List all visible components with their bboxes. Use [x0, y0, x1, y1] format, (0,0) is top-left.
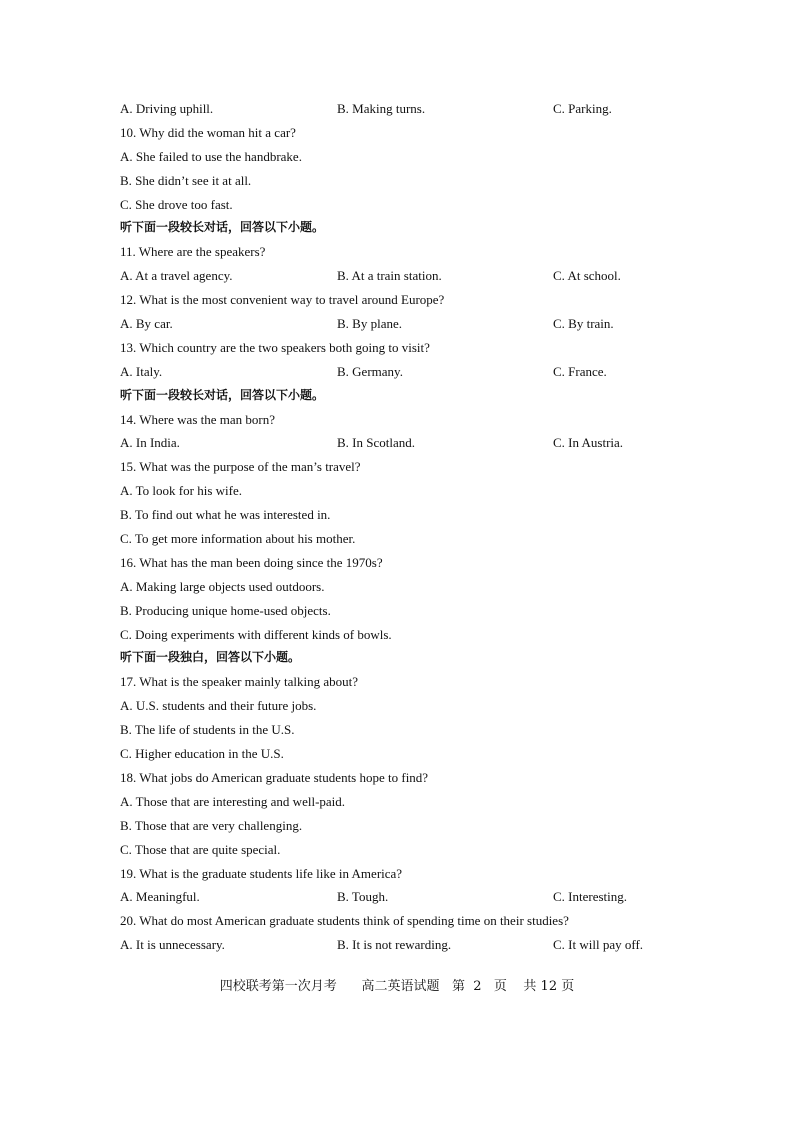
- option-b: B. In Scotland.: [337, 435, 415, 451]
- option-a: A. Italy.: [120, 363, 163, 379]
- answer-options-row: [120, 431, 680, 455]
- text-line: 10. Why did the woman hit a car?: [120, 124, 296, 140]
- option-a: A. In India.: [120, 435, 180, 451]
- text-line: C. Those that are quite special.: [120, 841, 281, 857]
- exam-page-content: [120, 97, 680, 957]
- option-c: C. By train.: [553, 316, 614, 332]
- option-c: C. At school.: [553, 268, 621, 284]
- text-line: 20. What do most American graduate students think of spending time on their studies?: [120, 913, 569, 929]
- option-b: B. Germany.: [337, 363, 403, 379]
- answer-options-row: [120, 264, 680, 288]
- option-b: B. By plane.: [337, 316, 402, 332]
- option-a: A. Driving uphill.: [120, 101, 214, 116]
- answer-options-row: [120, 933, 680, 957]
- text-line: C. Higher education in the U.S.: [120, 746, 284, 762]
- text-line: B. The life of students in the U.S.: [120, 722, 295, 738]
- text-line: 11. Where are the speakers?: [120, 244, 266, 260]
- option-a: A. By car.: [120, 316, 173, 332]
- option-b: B. It is not rewarding.: [337, 937, 452, 953]
- text-line: C. Doing experiments with different kinds of bowls.: [120, 626, 392, 642]
- text-line: 16. What has the man been doing since the 1970s?: [120, 554, 383, 570]
- text-line: 17. What is the speaker mainly talking about?: [120, 674, 359, 690]
- text-line: C. To get more information about his mother.: [120, 531, 356, 547]
- text-line: C. She drove too fast.: [120, 196, 233, 212]
- page-footer: 四校联考第一次月考 高二英语试题 第 2 页 共 12 页: [219, 979, 575, 994]
- option-c: C. France.: [553, 363, 607, 379]
- text-line: A. U.S. students and their future jobs.: [120, 698, 317, 714]
- option-b: B. Tough.: [337, 889, 389, 905]
- text-line: B. Producing unique home-used objects.: [120, 602, 331, 618]
- text-line: 12. What is the most convenient way to travel around Europe?: [120, 292, 445, 308]
- option-a: A. It is unnecessary.: [120, 937, 225, 953]
- section-instruction: 听下面一段较长对话，回答以下小题。: [120, 220, 325, 235]
- text-line: 13. Which country are the two speakers both going to visit?: [120, 339, 430, 355]
- option-c: C. Interesting.: [553, 889, 628, 905]
- answer-options-row: [120, 312, 680, 336]
- answer-options-row: [120, 885, 680, 909]
- option-b: B. Making turns.: [337, 101, 426, 116]
- text-line: A. Making large objects used outdoors.: [120, 578, 325, 594]
- text-line: A. She failed to use the handbrake.: [120, 148, 302, 164]
- text-line: 14. Where was the man born?: [120, 411, 275, 427]
- text-line: B. To find out what he was interested in.: [120, 507, 331, 523]
- option-b: B. At a train station.: [337, 268, 442, 284]
- option-a: A. At a travel agency.: [120, 268, 233, 284]
- option-a: A. Meaningful.: [120, 889, 200, 905]
- text-line: 15. What was the purpose of the man’s travel?: [120, 459, 361, 475]
- text-line: A. Those that are interesting and well-paid.: [120, 793, 346, 809]
- text-line: 18. What jobs do American graduate students hope to find?: [120, 769, 429, 785]
- answer-options-row: [120, 97, 680, 121]
- option-c: C. Parking.: [553, 101, 612, 116]
- text-line: B. She didn’t see it at all.: [120, 172, 252, 188]
- text-line: A. To look for his wife.: [120, 483, 242, 499]
- option-c: C. It will pay off.: [553, 937, 644, 953]
- section-instruction: 听下面一段独白，回答以下小题。: [120, 650, 301, 665]
- section-instruction: 听下面一段较长对话，回答以下小题。: [120, 387, 325, 402]
- text-line: 19. What is the graduate students life like in America?: [120, 865, 403, 881]
- option-c: C. In Austria.: [553, 435, 624, 451]
- answer-options-row: [120, 360, 680, 384]
- text-line: B. Those that are very challenging.: [120, 817, 303, 833]
